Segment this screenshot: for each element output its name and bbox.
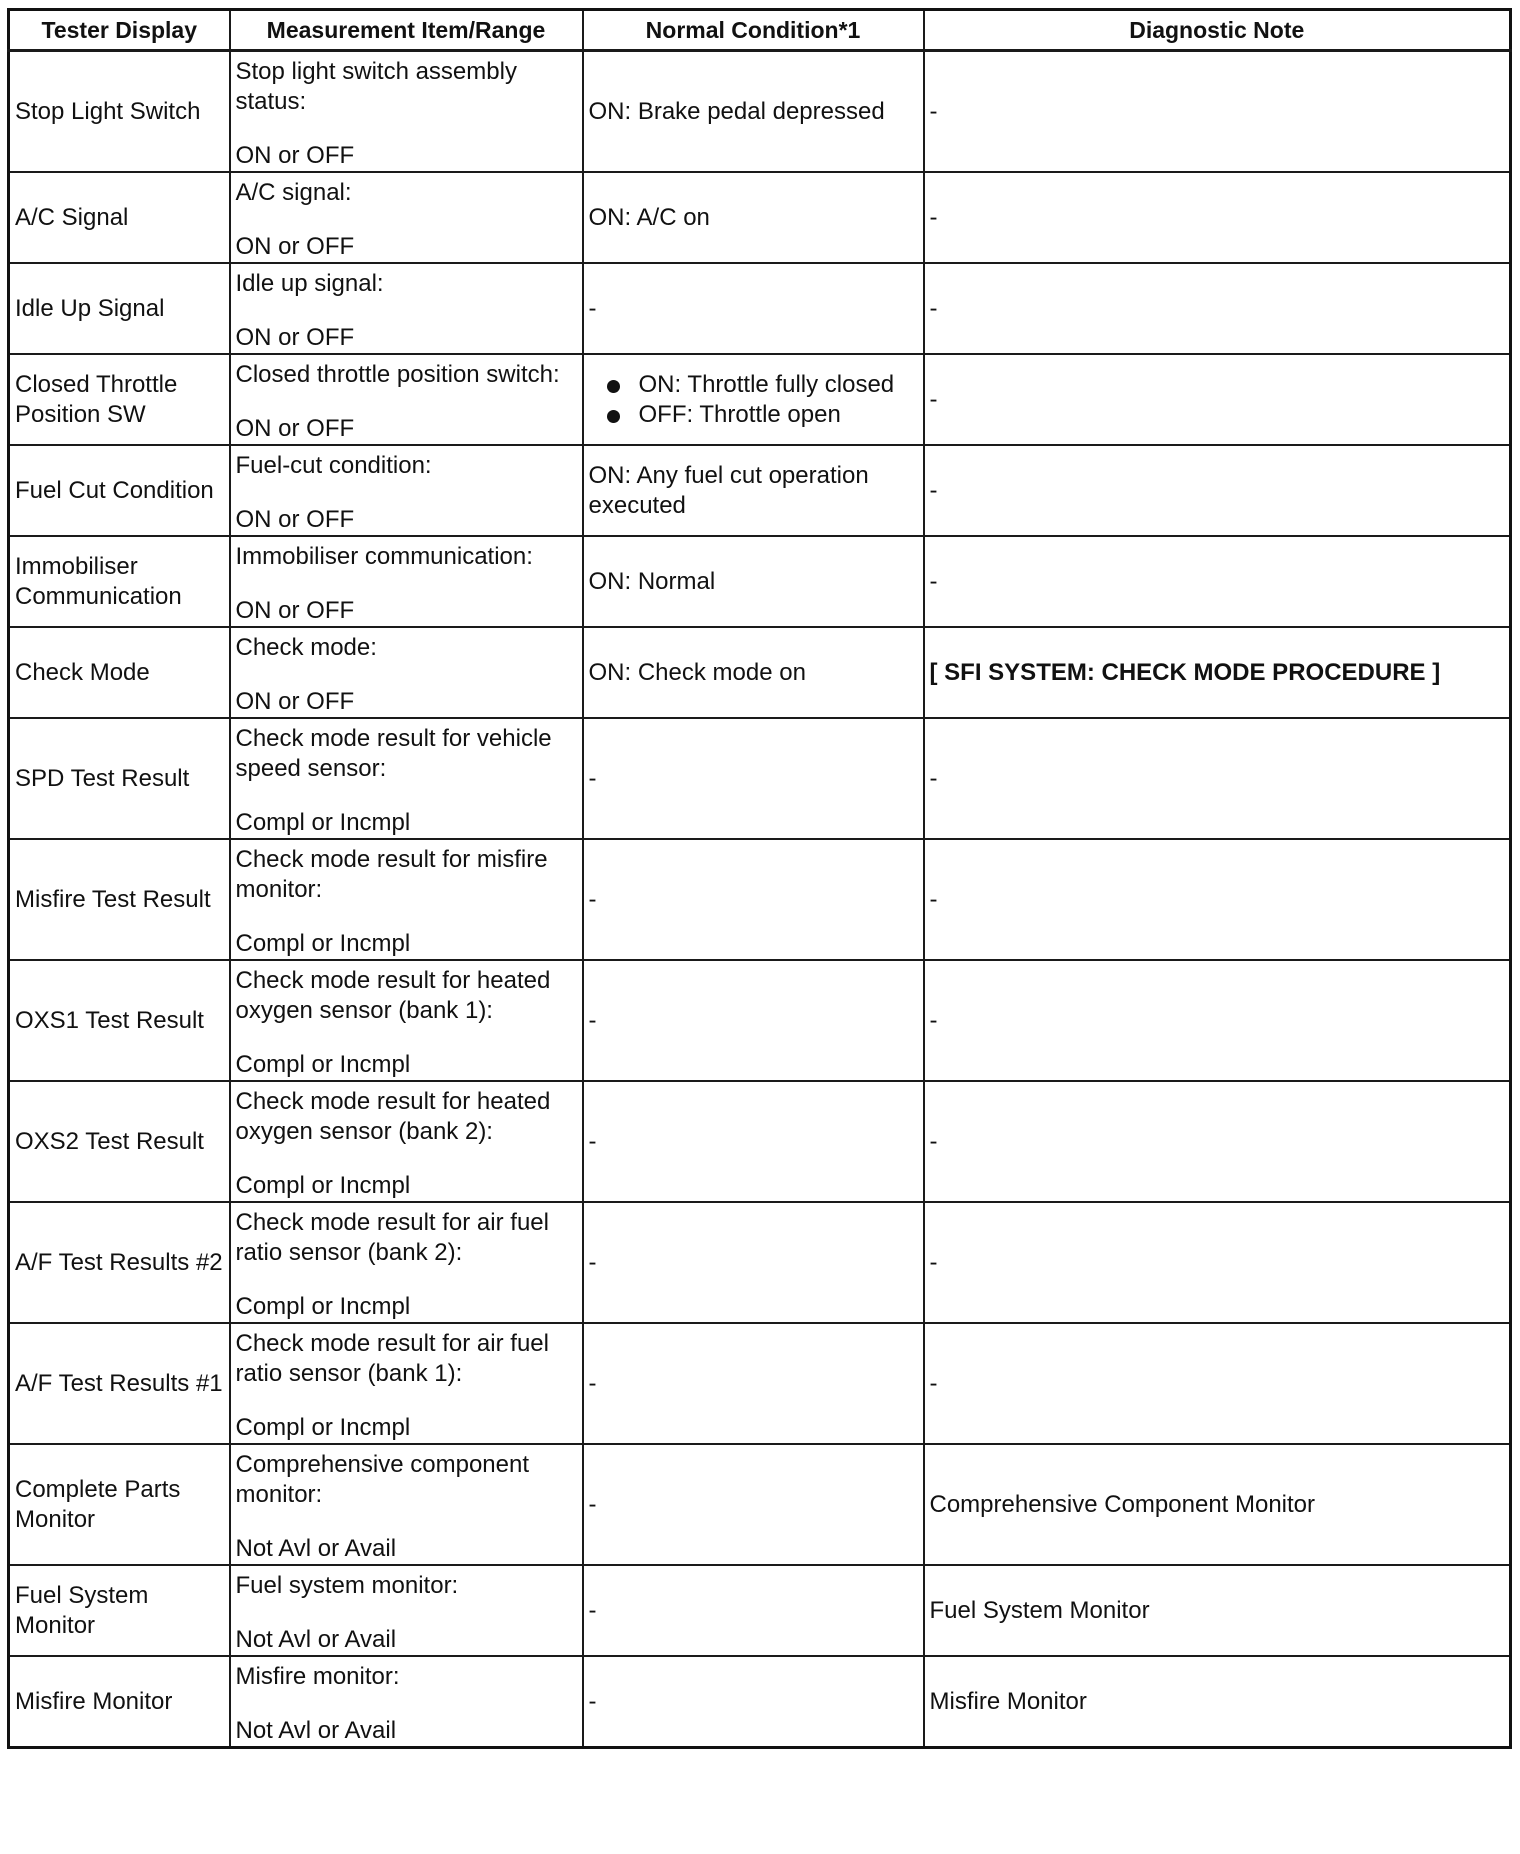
cell-measurement xyxy=(230,172,583,263)
measurement-range: Not Avl or Avail xyxy=(235,1626,397,1653)
cell-normal-condition: - xyxy=(583,960,924,1081)
measurement-description: Fuel-cut condition: xyxy=(235,452,432,479)
measurement-spacer xyxy=(236,117,577,141)
measurement-spacer xyxy=(236,390,577,414)
cell-normal-condition: - xyxy=(583,1656,924,1748)
measurement-description: Comprehensive component monitor: xyxy=(235,1451,529,1508)
cell-diagnostic-note: - xyxy=(924,1202,1511,1323)
measurement-range: ON or OFF xyxy=(235,688,355,715)
measurement-description: Stop light switch assembly status: xyxy=(235,58,517,115)
cell-measurement xyxy=(230,718,583,839)
cell-measurement xyxy=(230,839,583,960)
list-item: OFF: Throttle open xyxy=(607,400,918,430)
cell-tester-display: Stop Light Switch xyxy=(9,51,230,173)
measurement-range: Not Avl or Avail xyxy=(235,1717,397,1744)
header-measurement: Measurement Item/Range xyxy=(230,10,583,51)
measurement-description: Check mode result for vehicle speed sensor: xyxy=(235,725,552,782)
measurement-range: ON or OFF xyxy=(235,233,355,260)
table-row xyxy=(9,263,1511,354)
cell-measurement xyxy=(230,536,583,627)
cell-normal-condition: - xyxy=(583,1444,924,1565)
table-row xyxy=(9,536,1511,627)
cell-diagnostic-note: - xyxy=(924,172,1511,263)
table-row xyxy=(9,1656,1511,1748)
cell-normal-condition: ON: A/C on xyxy=(583,172,924,263)
measurement-range: ON or OFF xyxy=(235,324,355,351)
cell-normal-condition: - xyxy=(583,1081,924,1202)
cell-tester-display: Misfire Monitor xyxy=(9,1656,230,1748)
measurement-range: Compl or Incmpl xyxy=(235,1051,411,1078)
measurement-description: Check mode result for heated oxygen sensor (bank 1): xyxy=(235,967,551,1024)
cell-measurement xyxy=(230,1323,583,1444)
cell-measurement xyxy=(230,1656,583,1748)
cell-diagnostic-note: Misfire Monitor xyxy=(924,1656,1511,1748)
measurement-range: Compl or Incmpl xyxy=(235,1293,411,1320)
cell-tester-display: A/C Signal xyxy=(9,172,230,263)
cell-tester-display: Idle Up Signal xyxy=(9,263,230,354)
table-body xyxy=(9,51,1511,1748)
cell-diagnostic-note: Fuel System Monitor xyxy=(924,1565,1511,1656)
cell-normal-condition: ON: Check mode on xyxy=(583,627,924,718)
list-item: ON: Throttle fully closed xyxy=(607,370,918,400)
cell-normal-condition: - xyxy=(583,263,924,354)
cell-normal-condition xyxy=(583,354,924,445)
table-row xyxy=(9,1081,1511,1202)
measurement-description: A/C signal: xyxy=(235,179,352,206)
measurement-spacer xyxy=(236,1601,577,1625)
cell-tester-display: OXS2 Test Result xyxy=(9,1081,230,1202)
measurement-range: Compl or Incmpl xyxy=(235,1414,411,1441)
cell-diagnostic-note: - xyxy=(924,1323,1511,1444)
table-header-row xyxy=(9,10,1511,51)
cell-measurement xyxy=(230,354,583,445)
cell-normal-condition: ON: Brake pedal depressed xyxy=(583,51,924,173)
measurement-description: Check mode result for air fuel ratio sensor (bank 2): xyxy=(235,1209,549,1266)
table-row xyxy=(9,839,1511,960)
cell-tester-display: Fuel Cut Condition xyxy=(9,445,230,536)
cell-diagnostic-note: - xyxy=(924,263,1511,354)
table-row xyxy=(9,172,1511,263)
cell-measurement xyxy=(230,1081,583,1202)
measurement-description: Check mode result for misfire monitor: xyxy=(235,846,548,903)
measurement-spacer xyxy=(236,1510,577,1534)
cell-measurement xyxy=(230,960,583,1081)
cell-tester-display: Misfire Test Result xyxy=(9,839,230,960)
measurement-spacer xyxy=(236,784,577,808)
cell-normal-condition: - xyxy=(583,1323,924,1444)
cell-normal-condition: - xyxy=(583,839,924,960)
cell-tester-display: Complete Parts Monitor xyxy=(9,1444,230,1565)
cell-diagnostic-note: - xyxy=(924,354,1511,445)
table-row xyxy=(9,1323,1511,1444)
data-list-table xyxy=(7,8,1512,1749)
table-row xyxy=(9,627,1511,718)
measurement-spacer xyxy=(236,1147,577,1171)
measurement-spacer xyxy=(236,1692,577,1716)
measurement-spacer xyxy=(236,208,577,232)
cell-measurement xyxy=(230,1444,583,1565)
cell-normal-condition: ON: Normal xyxy=(583,536,924,627)
measurement-range: ON or OFF xyxy=(235,142,355,169)
measurement-description: Misfire monitor: xyxy=(235,1663,400,1690)
cell-tester-display: Check Mode xyxy=(9,627,230,718)
cell-diagnostic-note: - xyxy=(924,1081,1511,1202)
measurement-description: Closed throttle position switch: xyxy=(235,361,560,388)
measurement-range: Not Avl or Avail xyxy=(235,1535,397,1562)
cell-measurement xyxy=(230,1565,583,1656)
cell-normal-condition: ON: Any fuel cut operation executed xyxy=(583,445,924,536)
cell-measurement xyxy=(230,627,583,718)
header-tester-display: Tester Display xyxy=(9,10,230,51)
measurement-range: Compl or Incmpl xyxy=(235,1172,411,1199)
measurement-description: Idle up signal: xyxy=(235,270,384,297)
cell-diagnostic-note: Comprehensive Component Monitor xyxy=(924,1444,1511,1565)
table-row xyxy=(9,718,1511,839)
cell-diagnostic-note-link[interactable]: [ SFI SYSTEM: CHECK MODE PROCEDURE ] xyxy=(924,627,1511,718)
cell-measurement xyxy=(230,1202,583,1323)
measurement-range: ON or OFF xyxy=(235,597,355,624)
measurement-description: Fuel system monitor: xyxy=(235,1572,459,1599)
measurement-spacer xyxy=(236,572,577,596)
header-diagnostic-note: Diagnostic Note xyxy=(924,10,1511,51)
cell-diagnostic-note: - xyxy=(924,960,1511,1081)
measurement-spacer xyxy=(236,299,577,323)
table-row xyxy=(9,51,1511,173)
cell-diagnostic-note: - xyxy=(924,839,1511,960)
table-row xyxy=(9,960,1511,1081)
measurement-spacer xyxy=(236,905,577,929)
measurement-spacer xyxy=(236,663,577,687)
measurement-description: Check mode result for air fuel ratio sensor (bank 1): xyxy=(235,1330,549,1387)
cell-diagnostic-note: - xyxy=(924,718,1511,839)
measurement-range: ON or OFF xyxy=(235,506,355,533)
measurement-spacer xyxy=(236,1026,577,1050)
cell-measurement xyxy=(230,263,583,354)
cell-measurement xyxy=(230,51,583,173)
cell-tester-display: Immobiliser Communication xyxy=(9,536,230,627)
table-row xyxy=(9,1444,1511,1565)
table-row xyxy=(9,1565,1511,1656)
cell-tester-display: A/F Test Results #2 xyxy=(9,1202,230,1323)
cell-measurement xyxy=(230,445,583,536)
header-normal-condition: Normal Condition*1 xyxy=(583,10,924,51)
cell-tester-display: SPD Test Result xyxy=(9,718,230,839)
table-row xyxy=(9,445,1511,536)
cell-diagnostic-note: - xyxy=(924,536,1511,627)
cell-diagnostic-note: - xyxy=(924,51,1511,173)
measurement-description: Immobiliser communication: xyxy=(235,543,533,570)
measurement-description: Check mode: xyxy=(235,634,377,661)
cell-tester-display: A/F Test Results #1 xyxy=(9,1323,230,1444)
measurement-range: ON or OFF xyxy=(235,415,355,442)
measurement-range: Compl or Incmpl xyxy=(235,930,411,957)
measurement-spacer xyxy=(236,1389,577,1413)
normal-condition-list xyxy=(589,370,918,430)
cell-normal-condition: - xyxy=(583,1202,924,1323)
cell-normal-condition: - xyxy=(583,718,924,839)
cell-tester-display: OXS1 Test Result xyxy=(9,960,230,1081)
measurement-spacer xyxy=(236,1268,577,1292)
table-row xyxy=(9,1202,1511,1323)
measurement-spacer xyxy=(236,481,577,505)
page xyxy=(7,8,1512,1749)
cell-normal-condition: - xyxy=(583,1565,924,1656)
table-row xyxy=(9,354,1511,445)
measurement-range: Compl or Incmpl xyxy=(235,809,411,836)
cell-tester-display: Fuel System Monitor xyxy=(9,1565,230,1656)
measurement-description: Check mode result for heated oxygen sensor (bank 2): xyxy=(235,1088,551,1145)
cell-diagnostic-note: - xyxy=(924,445,1511,536)
cell-tester-display: Closed Throttle Position SW xyxy=(9,354,230,445)
